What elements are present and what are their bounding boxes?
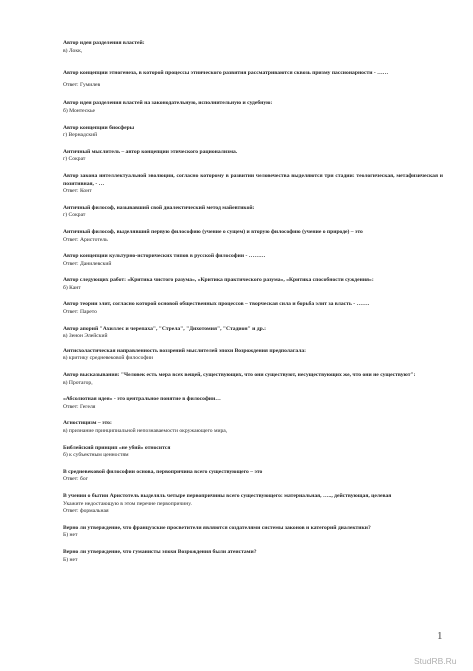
answer-text: Ответ: Аристотель [63, 236, 108, 243]
qa-block [63, 367, 443, 387]
answer-text: Ответ: Данилевский [63, 260, 112, 267]
answer-text: Ответ: Гумилев [63, 81, 101, 88]
answer-text: б) Кант [63, 284, 81, 291]
question-text: Автор высказывания: "Человек есть мера всех вещей, существующих, что они существуют, несуществующих же, что они не существуют": [63, 372, 416, 379]
qa-block [63, 520, 443, 540]
answer-text: Ответ: Конт [63, 188, 92, 195]
answer-text: Б) нет [63, 532, 78, 539]
question-text: Автор следующих работ: «Критика чистого разума», «Критика практического разума», «Критика способности суждения»: [63, 277, 374, 284]
question-text: Автор идеи разделения властей на законодательную, исполнительную и судебную: [63, 100, 273, 107]
answer-text: Ответ: формальная [63, 508, 109, 515]
qa-block [63, 345, 443, 363]
qa-block [63, 224, 443, 244]
question-text: Библейский принцип «не убий» относится [63, 444, 171, 451]
qa-block [63, 248, 443, 268]
question-text: Автор концепции этногенеза, в которой процессы этнического развития рассматриваются сквозь призму пассионарности - …… [63, 70, 389, 77]
question-text: В учении о бытии Аристотель выделяль четыре первопричины всего существующего: материальная, ….., действующая, целевая [63, 492, 392, 499]
question-text: Античный философ, называвший свой диалектический метод майевтикой: [63, 204, 255, 211]
qa-block [63, 544, 443, 564]
qa-block [63, 464, 443, 484]
answer-text: б) Монтескье [63, 107, 96, 114]
question-text: Античный философ, выделявший первую философию (учение о сущем) и вторую философию (учение о природе) – это [63, 228, 363, 235]
question-text: Антисхоластическая направленность воззрений мыслителей эпохи Возрождения предполагала: [63, 347, 306, 354]
answer-text: г) Вернадский [63, 132, 98, 139]
question-text: Верно ли утверждение, что гуманисты эпохи Возрождения были атеистами? [63, 548, 257, 555]
qa-block [63, 391, 443, 411]
answer-text: Ответ: Парето [63, 309, 97, 316]
qa-block [63, 488, 443, 516]
qa-block [63, 200, 443, 220]
question-text: В средневековой философии основа, первопричина всего существующего – это [63, 468, 263, 475]
answer-text: г) Сократ [63, 156, 86, 163]
answer-text: в) Зенон Элейский [63, 333, 108, 340]
answer-text: в) Протагор, [63, 379, 93, 386]
question-text: Верно ли утверждение, что французские просветители являются создателями системы законов и категорий диалектики? [63, 524, 371, 531]
answer-text: б) к субъектным ценностям [63, 452, 129, 459]
question-text: Автор теории элит, согласно которой основой общественных процессов – творческая сила и борьба элит за власть - ……. [63, 301, 370, 308]
answer-text: в) признание принципиальной непознаваемости окружающего мира, [63, 428, 228, 434]
question-text: Автор концепции биосферы [63, 124, 135, 131]
question-text: Античный мыслитель – автор концепции этического рационализма. [63, 148, 238, 155]
qa-list [63, 40, 443, 564]
answer-text: в) критику средневековой философии [63, 355, 154, 362]
qa-block [63, 321, 443, 341]
page-number: 1 [437, 630, 443, 642]
question-text: Агностицизм – это: [63, 420, 112, 427]
question-text: Автор закона интеллектуальной эволюции, согласно которому в развитии человечества выделяются три стадии: теологическая, метафизическая и позитивная, - … [63, 172, 443, 187]
qa-block [63, 415, 443, 435]
qa-block [63, 120, 443, 140]
qa-block [63, 144, 443, 164]
qa-block [63, 58, 443, 89]
qa-block [63, 440, 443, 460]
question-text: Автор идеи разделения властей: [63, 40, 145, 46]
answer-text: Ответ: Гегеля [63, 403, 96, 410]
answer-text: в) Локк, [63, 47, 83, 54]
answer-text: Ответ: бог [63, 476, 88, 483]
question-text: Автор апорий "Ахиллес и черепаха", "Стрела", "Дихотомия", "Стадион" и др.: [63, 325, 266, 332]
site-watermark: StudRB.Ru [414, 656, 457, 666]
qa-block [63, 168, 443, 196]
qa-block [63, 272, 443, 292]
question-text: Автор концепции культурно-исторических типов в русской философии - ……… [63, 253, 266, 260]
answer-text: Б) нет [63, 556, 78, 563]
qa-block [63, 92, 443, 115]
qa-block [63, 40, 443, 55]
question-text: «Абсолютная идея» - это центральное понятие в философии… [63, 396, 221, 403]
qa-block [63, 296, 443, 316]
answer-text: Укажите недостающую в этом перечне первопричину. [63, 500, 192, 507]
answer-text: г) Сократ [63, 212, 86, 219]
